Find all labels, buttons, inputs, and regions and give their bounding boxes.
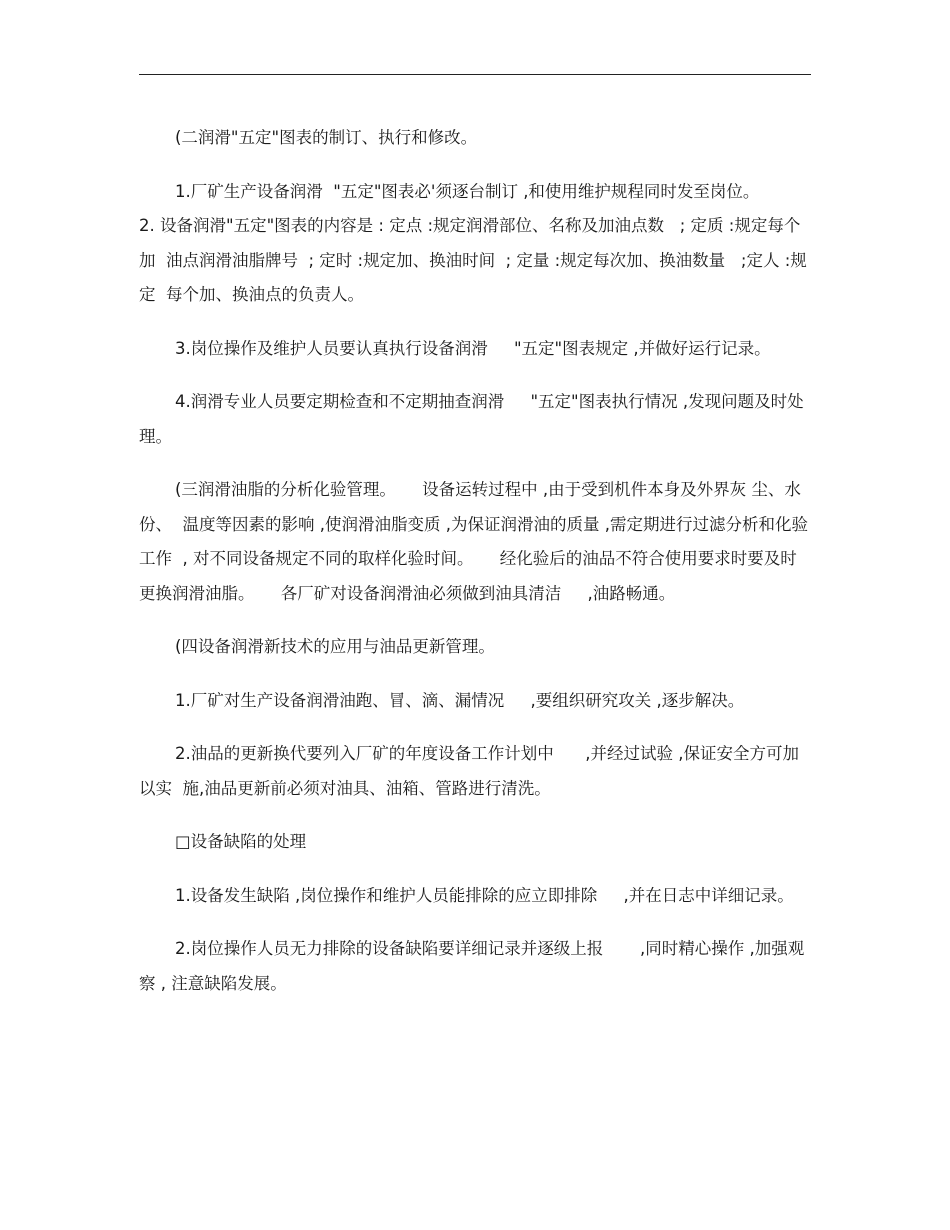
section-heading-lubrication-chart: (二润滑"五定"图表的制订、执行和修改。 [175,128,478,147]
document-body [139,121,811,1001]
paragraph-item-3: 3.岗位操作及维护人员要认真执行设备润滑 "五定"图表规定 ,并做好运行记录。 [175,338,771,358]
paragraph-item-defect-1: 1.设备发生缺陷 ,岗位操作和维护人员能排除的应立即排除 ,并在日志中详细记录。 [175,885,794,905]
header-rule [139,74,811,75]
paragraph-item-oil-upgrade: 2.油品的更新换代要列入厂矿的年度设备工作计划中 ,并经过试验 ,保证安全方可加以实 施,油品更新前必须对油具、油箱、管路进行清洗。 [139,744,799,798]
section-heading-new-technology: (四设备润滑新技术的应用与油品更新管理。 [175,637,495,656]
section-paragraph-oil-analysis: (三润滑油脂的分析化验管理。 设备运转过程中 ,由于受到机件本身及外界灰 尘、水份、 温度等因素的影响 ,使润滑油脂变质 ,为保证润滑油的质量 ,需定期进行过滤分析和化验工作 , 对不同设备规定不同的取样化验时间。 经化验后的油品不符合使用要求时要及时更换润滑油脂。 各厂矿对设备润滑油必须做到油具清洁 ,油路畅通。 [139,480,808,603]
paragraph-item-1: 1.厂矿生产设备润滑 "五定"图表必'须逐台制订 ,和使用维护规程同时发至岗位。 [175,181,760,201]
paragraph-item-leakage: 1.厂矿对生产设备润滑油跑、冒、滴、漏情况 ,要组织研究攻关 ,逐步解决。 [175,690,745,710]
paragraph-item-defect-2: 2.岗位操作人员无力排除的设备缺陷要详细记录并逐级上报 ,同时精心操作 ,加强观察 , 注意缺陷发展。 [139,939,805,993]
paragraph-item-2: 2. 设备润滑"五定"图表的内容是 : 定点 :规定润滑部位、名称及加油点数 ; 定质 :规定每个加 油点润滑油脂牌号 ; 定时 :规定加、换油时间 ; 定量 :规定每次加、换油数量 ;定人 :规定 每个加、换油点的负责人。 [139,216,807,304]
paragraph-item-4: 4.润滑专业人员要定期检查和不定期抽查润滑 "五定"图表执行情况 ,发现问题及时处理。 [139,392,804,446]
section-heading-defect-handling: □设备缺陷的处理 [175,832,307,851]
